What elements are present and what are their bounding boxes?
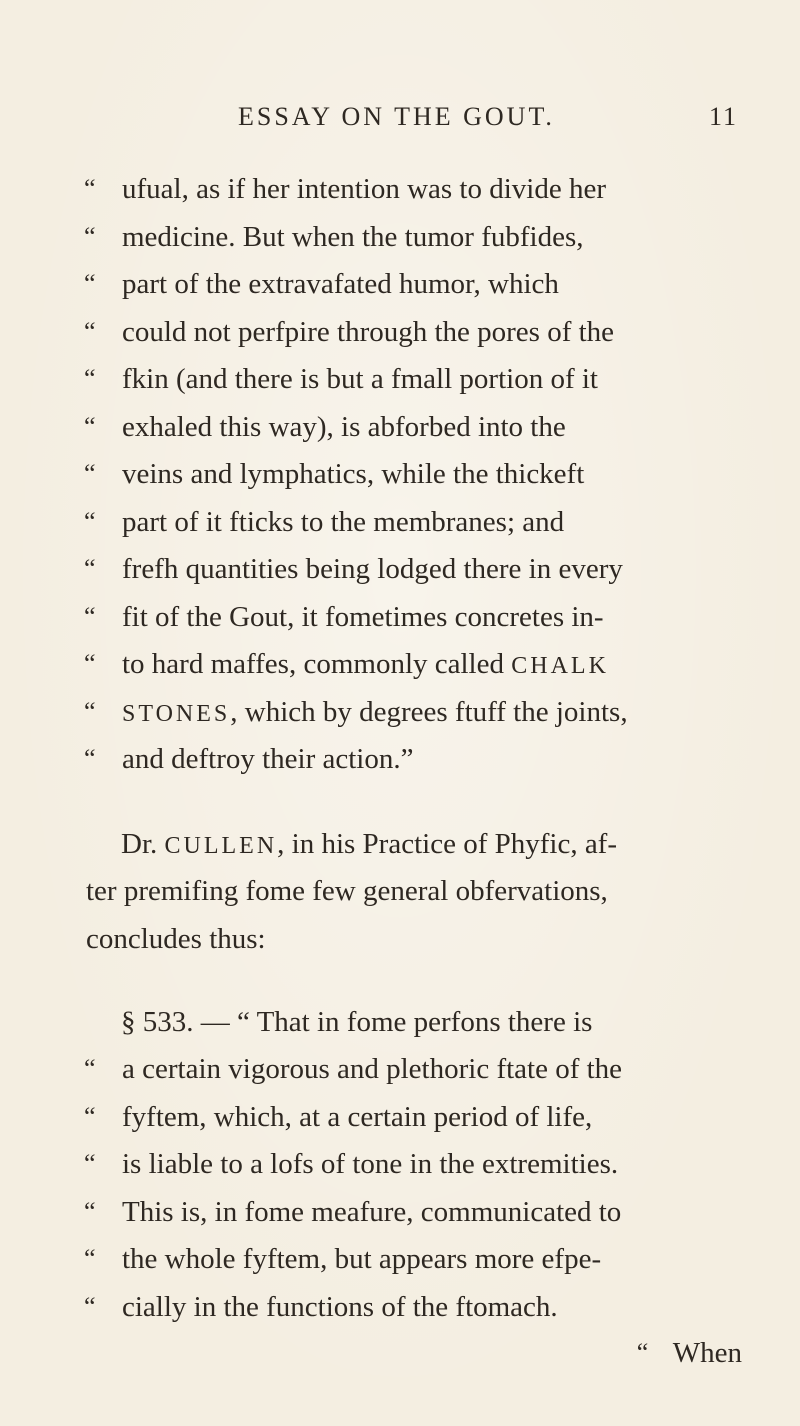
text-line: “ and deftroy their action.” [84, 743, 414, 775]
text-line: “ fit of the Gout, it fometimes concretes in- [84, 601, 604, 633]
quote-mark: “ [84, 554, 96, 583]
text-line: “ part of the extravafated humor, which [84, 268, 559, 300]
text-line: “ ufual, as if her intention was to divide her [84, 173, 607, 205]
text-line: “ part of it fticks to the membranes; and [84, 506, 565, 538]
quote-mark: “ [84, 459, 96, 488]
text-line: “ a certain vigorous and plethoric ftate of the [84, 1053, 623, 1085]
text-line: ter premifing fome few general obfervations, [86, 875, 608, 907]
quote-mark: “ [84, 1149, 96, 1178]
quote-mark: “ [84, 1292, 96, 1321]
text-line: “ STONES, which by degrees ftuff the joints, [84, 696, 628, 728]
text-line: “ the whole fyftem, but appears more efpe- [84, 1243, 602, 1275]
quote-mark: “ [84, 697, 96, 726]
quote-mark: “ [84, 364, 96, 393]
text-line: “ exhaled this way), is abforbed into the [84, 411, 566, 443]
quote-mark: “ [84, 174, 96, 203]
quote-mark: “ [84, 1102, 96, 1131]
quote-mark: “ [84, 1054, 96, 1083]
text-line: “ This is, in fome meafure, communicated to [84, 1196, 622, 1228]
quote-mark: “ [84, 269, 96, 298]
quote-mark: “ [84, 317, 96, 346]
quote-mark: “ [84, 602, 96, 631]
catchword: “ When [636, 1337, 742, 1369]
quote-mark: “ [84, 412, 96, 441]
text-line: “ veins and lymphatics, while the thickeft [84, 458, 585, 490]
page-header [0, 102, 800, 142]
text-line: “ cially in the functions of the ftomach. [84, 1291, 558, 1323]
quote-mark: “ [84, 222, 96, 251]
quote-mark: “ [84, 1197, 96, 1226]
text-line: “ medicine. But when the tumor fubfides, [84, 221, 584, 253]
page-number: 11 [708, 102, 738, 131]
text-line: “ fyftem, which, at a certain period of life, [84, 1101, 593, 1133]
quote-mark: “ [84, 507, 96, 536]
running-title: ESSAY ON THE GOUT. [238, 102, 555, 131]
small-caps-chalk: CHALK [511, 653, 609, 679]
small-caps-stones: STONES [122, 701, 231, 727]
text-line: “ is liable to a lofs of tone in the extremities. [84, 1148, 619, 1180]
text-line: § 533. — “ That in fome perfons there is [121, 1006, 593, 1038]
text-line: “ fkin (and there is but a fmall portion of it [84, 363, 598, 395]
quote-mark: “ [636, 1338, 649, 1367]
small-caps-cullen: CULLEN [164, 833, 278, 859]
text-line: “ could not perfpire through the pores of the [84, 316, 615, 348]
text-line: “ frefh quantities being lodged there in every [84, 553, 623, 585]
quote-mark: “ [84, 649, 96, 678]
quote-mark: “ [84, 744, 96, 773]
text-line: concludes thus: [86, 923, 266, 955]
text-line: “ to hard maffes, commonly called CHALK [84, 648, 609, 680]
text-line: Dr. CULLEN, in his Practice of Phyfic, af- [121, 828, 617, 860]
quote-mark: “ [84, 1244, 96, 1273]
